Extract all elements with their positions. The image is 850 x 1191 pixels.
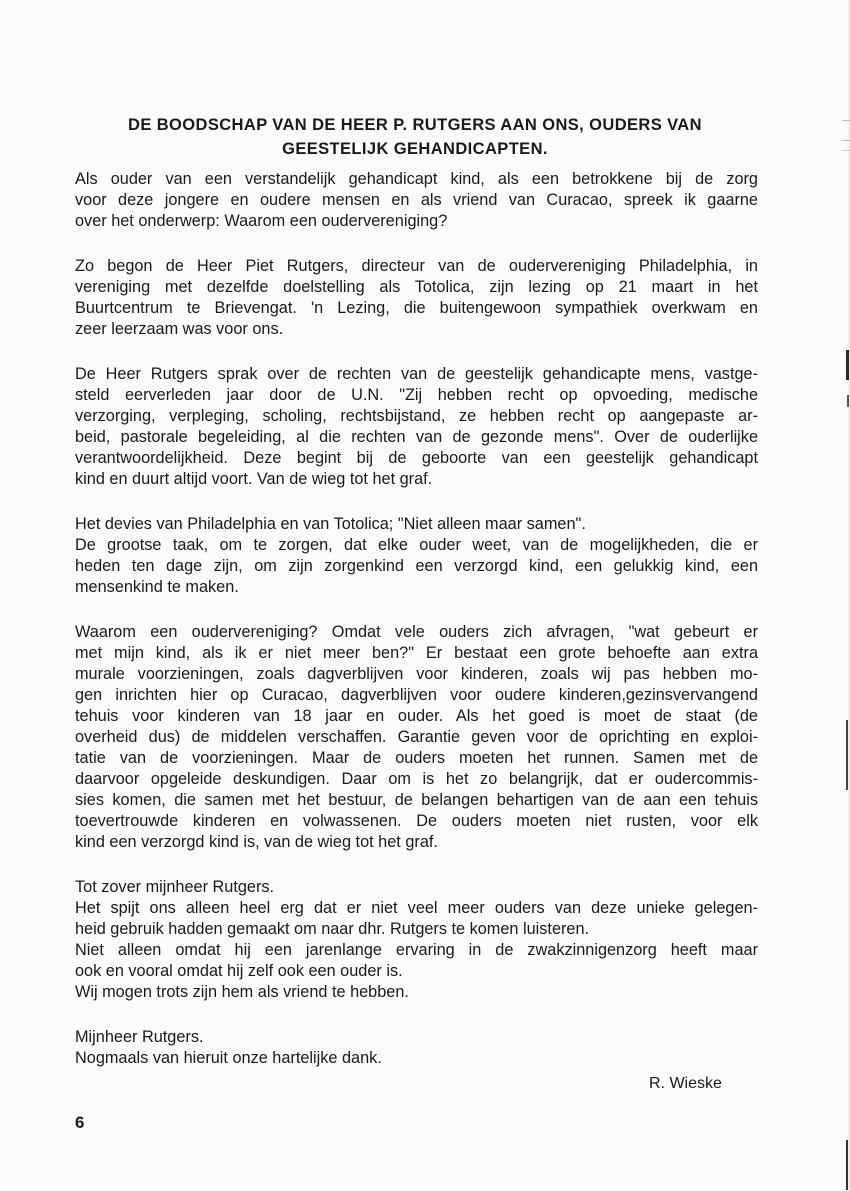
scan-mark [846, 350, 849, 380]
scan-mark [842, 140, 850, 141]
text-line: Tot zover mijnheer Rutgers. [75, 878, 275, 896]
article-title-line-2: GEESTELIJK GEHANDICAPTEN. [282, 140, 548, 158]
text-line: gen inrichten hier op Curacao, dagverblijven voor oudere kinderen,gezinsvervangend [75, 686, 758, 704]
text-line: tehuis voor kinderen van 18 jaar en ouder. Als het goed is moet de staat (de [75, 707, 758, 725]
text-line: overheid dus) de middelen verschaffen. Garantie geven voor de oprichting en exploi- [75, 728, 758, 746]
text-line: beid, pastorale begeleiding, al die rechten van de gezonde mens". Over de ouderlijke [75, 428, 758, 446]
scan-mark [842, 150, 850, 151]
author-signature: R. Wieske [649, 1075, 722, 1092]
text-line: kind en duurt altijd voort. Van de wieg tot het graf. [75, 470, 433, 488]
text-line: Nogmaals van hieruit onze hartelijke dank. [75, 1049, 382, 1067]
scan-mark [846, 1140, 848, 1190]
text-line: ook en vooral omdat hij zelf ook een ouder is. [75, 962, 403, 980]
text-line: over het onderwerp: Waarom een oudervereniging? [75, 212, 448, 230]
text-line: daarvoor opgeleide deskundigen. Daar om is het zo belangrijk, dat er oudercommis- [75, 770, 758, 788]
scan-mark [846, 720, 848, 790]
text-line: voor deze jongere en oudere mensen en als vriend van Curacao, spreek ik gaarne [75, 191, 758, 209]
text-line: sies komen, die samen met het bestuur, de belangen behartigen van de aan een tehuis [75, 791, 758, 809]
text-line: Als ouder van een verstandelijk gehandicapt kind, als een betrokkene bij de zorg [75, 170, 758, 188]
text-line: Het spijt ons alleen heel erg dat er niet veel meer ouders van deze unieke gelegen- [75, 899, 758, 917]
scan-mark [847, 395, 849, 407]
text-line: zeer leerzaam was voor ons. [75, 320, 284, 338]
text-line: mensenkind te maken. [75, 578, 239, 596]
text-line: Zo begon de Heer Piet Rutgers, directeur van de oudervereniging Philadelphia, in [75, 257, 758, 275]
text-line: verantwoordelijkheid. Deze begint bij de geboorte van een geestelijk gehandicapt [75, 449, 758, 467]
text-line: Buurtcentrum te Brievengat. 'n Lezing, die buitengewoon sympathiek overkwam en [75, 299, 758, 317]
text-line: murale voorzieningen, zoals dagverblijven voor kinderen, zoals wij pas hebben mo- [75, 665, 758, 683]
text-line: De grootse taak, om te zorgen, dat elke ouder weet, van de mogelijkheden, die er [75, 536, 758, 554]
page-number: 6 [75, 1113, 85, 1132]
article-title-line-1: DE BOODSCHAP VAN DE HEER P. RUTGERS AAN ONS, OUDERS VAN [128, 116, 702, 134]
text-line: De Heer Rutgers sprak over de rechten van de geestelijk gehandicapte mens, vastge- [75, 365, 758, 383]
text-line: steld eerverleden jaar door de U.N. "Zij hebben recht op opvoeding, medische [75, 386, 758, 404]
text-line: tatie van de voorzieningen. Maar de ouders moeten het runnen. Samen met de [75, 749, 758, 767]
text-line: heid gebruik hadden gemaakt om naar dhr. Rutgers te komen luisteren. [75, 920, 590, 938]
text-line: Wij mogen trots zijn hem als vriend te hebben. [75, 983, 409, 1001]
text-line: heden ten dage zijn, om zijn zorgenkind een verzorgd kind, een gelukkig kind, een [75, 557, 758, 575]
text-line: Waarom een oudervereniging? Omdat vele ouders zich afvragen, "wat gebeurt er [75, 623, 758, 641]
text-line: Het devies van Philadelphia en van Totolica; "Niet alleen maar samen". [75, 515, 586, 533]
text-line: met mijn kind, als ik er niet meer ben?" Er bestaat een grote behoefte aan extra [75, 644, 758, 662]
text-line: kind een verzorgd kind is, van de wieg tot het graf. [75, 833, 438, 851]
text-line: Mijnheer Rutgers. [75, 1028, 204, 1046]
text-line: Niet alleen omdat hij een jarenlange ervaring in de zwakzinnigenzorg heeft maar [75, 941, 758, 959]
text-line: toevertrouwde kinderen en volwassenen. De ouders moeten niet rusten, voor elk [75, 812, 758, 830]
text-line: verzorging, verpleging, scholing, rechtsbijstand, ze hebben recht op aangepaste ar- [75, 407, 758, 425]
scan-mark [842, 120, 850, 121]
text-line: vereniging met dezelfde doelstelling als Totolica, zijn lezing op 21 maart in het [75, 278, 758, 296]
